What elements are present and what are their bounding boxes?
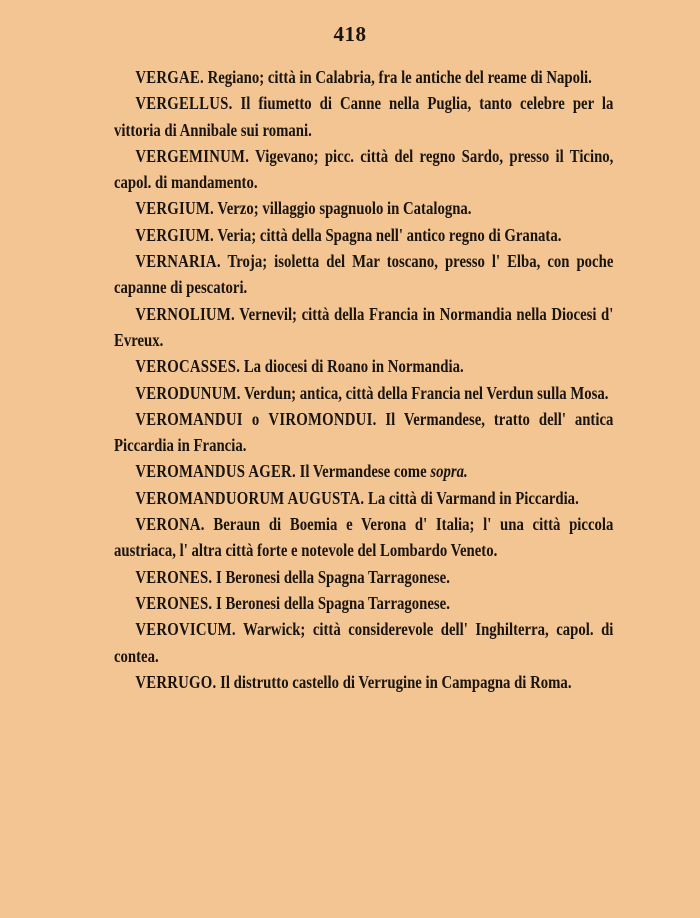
entry [114, 195, 613, 221]
entry [114, 301, 613, 354]
entry-headword: VERODUNUM. [135, 382, 241, 403]
entry-headword: VERGIUM. [135, 224, 214, 245]
entry-text: Beraun di Boemia e Verona d' Italia; l' una città piccola austriaca, l' altra città forte e notevole del Lombardo Veneto. [114, 514, 614, 561]
entry-text: Verdun; antica, città della Francia nel Verdun sulla Mosa. [244, 382, 609, 403]
entry-headword: VEROVICUM. [135, 619, 236, 640]
entry-headword: VERRUGO. [135, 671, 217, 692]
entry [114, 380, 613, 406]
entry [114, 143, 613, 196]
entry-headword: VERONES. [135, 566, 213, 587]
entry-headword: VERGIUM. [135, 198, 214, 219]
entry-text: La diocesi di Roano in Normandia. [243, 356, 464, 377]
entry-headword: VERGEMINUM. [135, 145, 250, 166]
entry-text: Troja; isoletta del Mar toscano, presso l' Elba, con poche capanne di pescatori. [114, 251, 614, 298]
entry [114, 64, 613, 90]
entry-headword: VEROMANDUS AGER. [135, 461, 296, 482]
entry [114, 564, 613, 590]
entry-text: Il fiumetto di Canne nella Puglia, tanto celebre per la vittoria di Annibale sui romani. [114, 93, 614, 140]
entry-headword: VERONA. [135, 514, 205, 535]
entry-text: I Beronesi della Spagna Tarragonese. [216, 566, 450, 587]
entry-text: Il distrutto castello di Verrugine in Campagna di Roma. [220, 671, 572, 692]
entry [114, 353, 613, 379]
entry-text: La città di Varmand in Piccardia. [368, 487, 579, 508]
entry [114, 511, 613, 564]
entry [114, 458, 613, 484]
entry-text: Il Vermandese come [299, 461, 427, 482]
entry-text: Warwick; città considerevole dell' Inghilterra, capol. di contea. [114, 619, 614, 666]
entry-headword: VEROCASSES. [135, 356, 241, 377]
entry [114, 90, 613, 143]
entry-headword: VERGELLUS. [135, 93, 233, 114]
entry-headword: VERNOLIUM. [135, 303, 235, 324]
entry [114, 616, 613, 669]
entry-text: Vigevano; picc. città del regno Sardo, presso il Ticino, capol. di mandamento. [114, 145, 614, 193]
entry [114, 669, 613, 695]
page-number: 418 [333, 22, 367, 46]
entry-text: Verzo; villaggio spagnuolo in Catalogna. [217, 198, 472, 219]
entry-headword: VERGAE. [135, 67, 204, 87]
entry-text: Veria; città della Spagna nell' antico regno di Granata. [217, 224, 562, 245]
dictionary-entries [114, 64, 614, 695]
entry-headword: VERNARIA. [135, 251, 221, 272]
entry [114, 485, 613, 511]
entry [114, 222, 613, 248]
entry-text: Il Vermandese, tratto dell' antica Piccardia in Francia. [114, 408, 614, 456]
entry [114, 406, 613, 459]
entry-headword: VEROMANDUORUM AUGUSTA. [135, 487, 365, 508]
entry [114, 248, 613, 301]
entry [114, 590, 613, 616]
entry-italic-text: sopra. [430, 461, 468, 482]
entry-headword: VEROMANDUI o VIROMONDUI. [135, 408, 377, 429]
entry-headword: VERONES. [135, 592, 213, 613]
entry-text: Regiano; città in Calabria, fra le antiche del reame di Napoli. [207, 67, 592, 87]
entry-text: I Beronesi della Spagna Tarragonese. [216, 592, 450, 613]
entry-text: Vernevil; città della Francia in Normandia nella Diocesi d' Evreux. [114, 303, 614, 350]
